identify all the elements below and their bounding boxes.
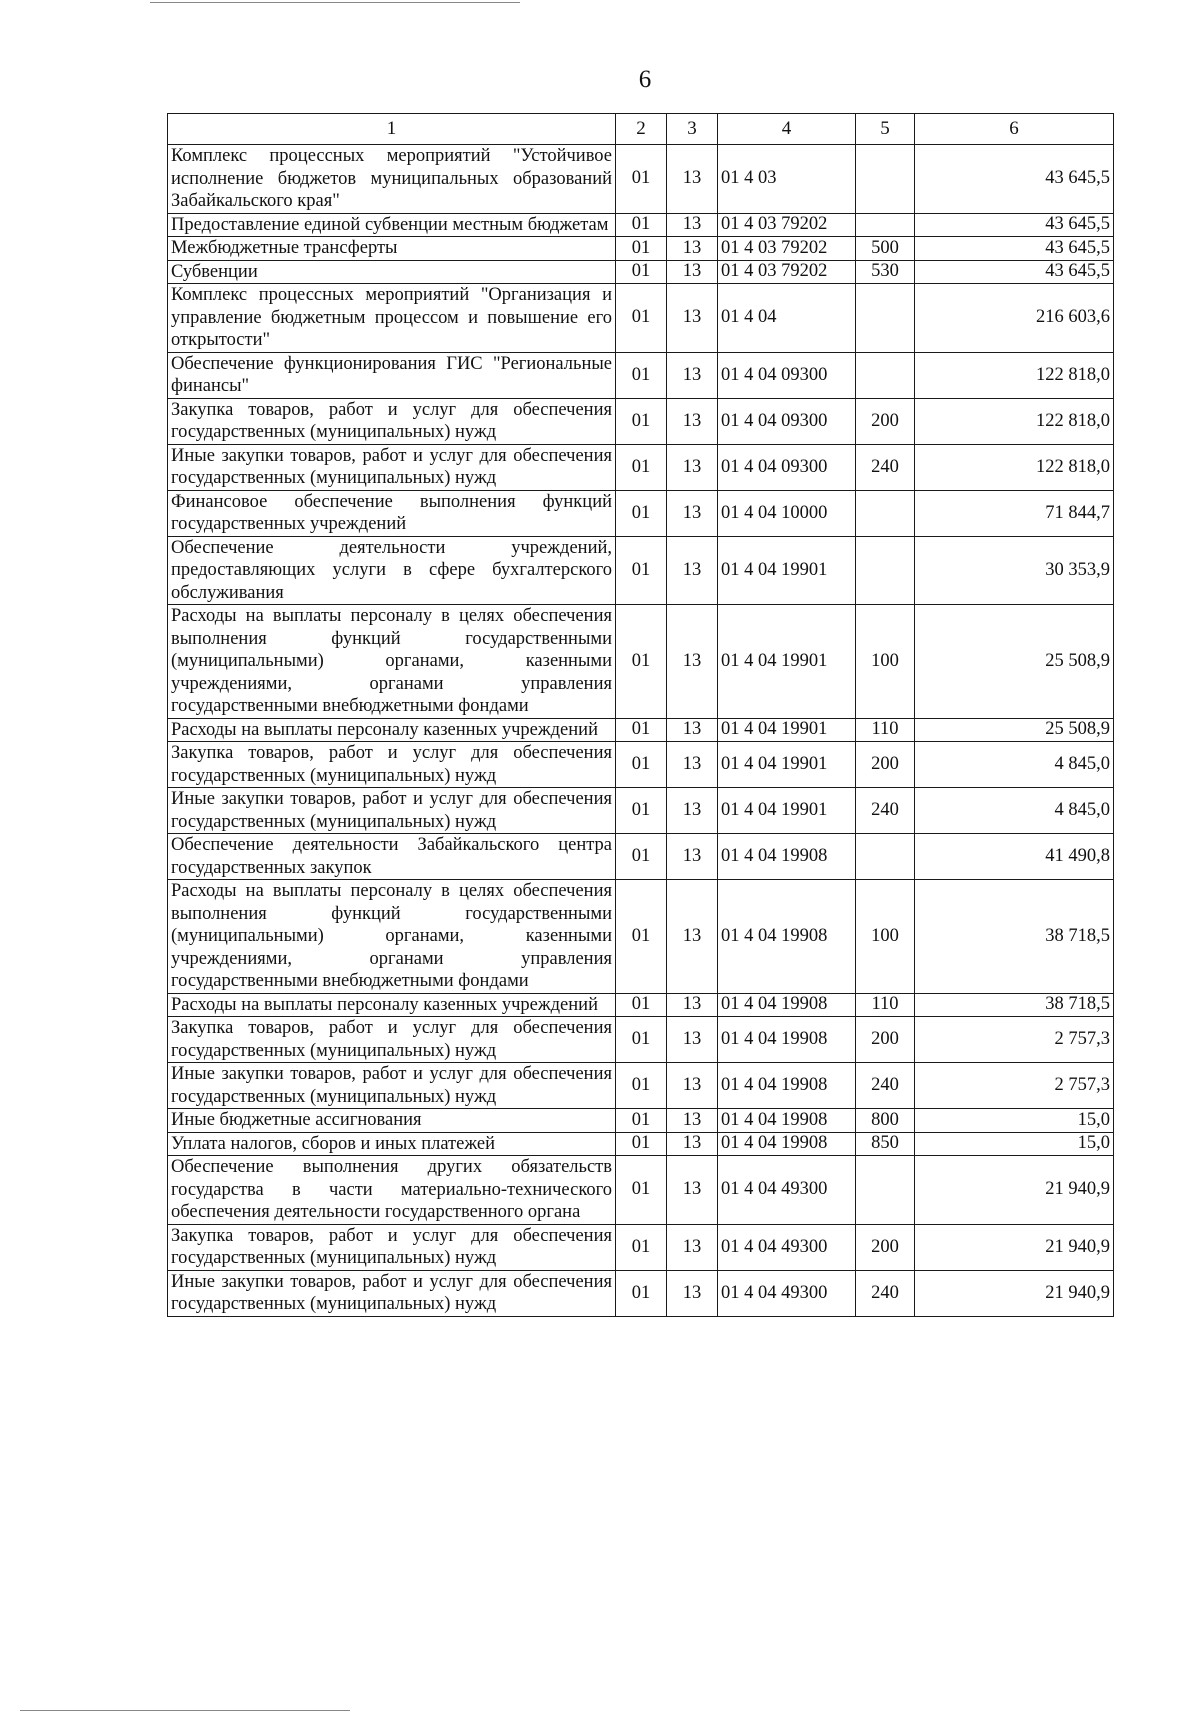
row-expense-type: 100: [856, 605, 915, 719]
row-section: 01: [616, 1156, 667, 1225]
row-expense-type: 850: [856, 1132, 915, 1156]
row-expense-type: 800: [856, 1109, 915, 1133]
table-row: [168, 834, 1114, 880]
row-name: Иные бюджетные ассигнования: [168, 1109, 616, 1133]
row-section: 01: [616, 718, 667, 742]
table-row: [168, 718, 1114, 742]
row-subsection: 13: [667, 742, 718, 788]
row-amount: 43 645,5: [915, 237, 1114, 261]
row-amount: 122 818,0: [915, 352, 1114, 398]
row-target-article: 01 4 04 09300: [718, 398, 856, 444]
header-col-4: 4: [718, 114, 856, 145]
table-row: [168, 145, 1114, 214]
row-target-article: 01 4 03 79202: [718, 237, 856, 261]
row-name: Комплекс процессных мероприятий "Устойчивое исполнение бюджетов муниципальных образований Забайкальского края": [168, 145, 616, 214]
row-section: 01: [616, 237, 667, 261]
row-expense-type: 240: [856, 1270, 915, 1316]
row-expense-type: [856, 536, 915, 605]
row-expense-type: 200: [856, 742, 915, 788]
row-amount: 30 353,9: [915, 536, 1114, 605]
row-name: Закупка товаров, работ и услуг для обеспечения государственных (муниципальных) нужд: [168, 1224, 616, 1270]
row-subsection: 13: [667, 834, 718, 880]
row-target-article: 01 4 04: [718, 284, 856, 353]
row-name: Закупка товаров, работ и услуг для обеспечения государственных (муниципальных) нужд: [168, 1017, 616, 1063]
scan-artifact-bottom: [20, 1710, 350, 1711]
row-target-article: 01 4 04 09300: [718, 352, 856, 398]
row-name: Межбюджетные трансферты: [168, 237, 616, 261]
row-section: 01: [616, 490, 667, 536]
row-expense-type: [856, 284, 915, 353]
row-section: 01: [616, 993, 667, 1017]
row-amount: 71 844,7: [915, 490, 1114, 536]
row-subsection: 13: [667, 536, 718, 605]
row-amount: 38 718,5: [915, 993, 1114, 1017]
row-expense-type: 240: [856, 788, 915, 834]
row-section: 01: [616, 788, 667, 834]
row-section: 01: [616, 1063, 667, 1109]
row-expense-type: 240: [856, 1063, 915, 1109]
row-name: Иные закупки товаров, работ и услуг для обеспечения государственных (муниципальных) нужд: [168, 1063, 616, 1109]
row-section: 01: [616, 880, 667, 994]
row-subsection: 13: [667, 880, 718, 994]
row-target-article: 01 4 04 19901: [718, 788, 856, 834]
row-subsection: 13: [667, 1156, 718, 1225]
table-row: [168, 1109, 1114, 1133]
row-expense-type: [856, 834, 915, 880]
row-target-article: 01 4 03 79202: [718, 260, 856, 284]
row-name: Обеспечение деятельности Забайкальского центра государственных закупок: [168, 834, 616, 880]
row-subsection: 13: [667, 1224, 718, 1270]
row-name: Финансовое обеспечение выполнения функций государственных учреждений: [168, 490, 616, 536]
row-target-article: 01 4 04 19908: [718, 1017, 856, 1063]
row-name: Уплата налогов, сборов и иных платежей: [168, 1132, 616, 1156]
row-subsection: 13: [667, 352, 718, 398]
row-subsection: 13: [667, 1063, 718, 1109]
row-name: Расходы на выплаты персоналу казенных учреждений: [168, 718, 616, 742]
row-expense-type: 200: [856, 1017, 915, 1063]
row-target-article: 01 4 04 19901: [718, 536, 856, 605]
row-target-article: 01 4 04 19908: [718, 1109, 856, 1133]
row-subsection: 13: [667, 490, 718, 536]
row-expense-type: 200: [856, 398, 915, 444]
row-expense-type: [856, 490, 915, 536]
row-name: Иные закупки товаров, работ и услуг для обеспечения государственных (муниципальных) нужд: [168, 788, 616, 834]
table-row: [168, 1063, 1114, 1109]
row-subsection: 13: [667, 237, 718, 261]
table-row: [168, 398, 1114, 444]
row-amount: 43 645,5: [915, 260, 1114, 284]
row-expense-type: [856, 352, 915, 398]
table-row: [168, 213, 1114, 237]
table-row: [168, 352, 1114, 398]
row-section: 01: [616, 352, 667, 398]
row-amount: 41 490,8: [915, 834, 1114, 880]
row-amount: 4 845,0: [915, 742, 1114, 788]
table-row: [168, 1156, 1114, 1225]
row-expense-type: 500: [856, 237, 915, 261]
row-expense-type: 530: [856, 260, 915, 284]
row-name: Расходы на выплаты персоналу в целях обеспечения выполнения функций государственными (муниципальными) органами, казенными учреждениями, органами управления государственными внебюджетными фондами: [168, 605, 616, 719]
row-subsection: 13: [667, 145, 718, 214]
row-amount: 43 645,5: [915, 213, 1114, 237]
row-amount: 38 718,5: [915, 880, 1114, 994]
table-body: [168, 145, 1114, 1317]
row-section: 01: [616, 1270, 667, 1316]
row-subsection: 13: [667, 788, 718, 834]
row-target-article: 01 4 04 10000: [718, 490, 856, 536]
row-amount: 15,0: [915, 1109, 1114, 1133]
row-expense-type: [856, 145, 915, 214]
row-amount: 43 645,5: [915, 145, 1114, 214]
table-row: [168, 605, 1114, 719]
row-name: Субвенции: [168, 260, 616, 284]
row-name: Расходы на выплаты персоналу казенных учреждений: [168, 993, 616, 1017]
row-subsection: 13: [667, 398, 718, 444]
row-expense-type: [856, 1156, 915, 1225]
header-col-1: 1: [168, 114, 616, 145]
row-section: 01: [616, 444, 667, 490]
table-header-row: [168, 114, 1114, 145]
table-row: [168, 490, 1114, 536]
row-amount: 21 940,9: [915, 1224, 1114, 1270]
row-name: Предоставление единой субвенции местным бюджетам: [168, 213, 616, 237]
scan-artifact-top: [150, 2, 520, 3]
table-row: [168, 1224, 1114, 1270]
row-subsection: 13: [667, 1270, 718, 1316]
table-row: [168, 742, 1114, 788]
row-name: Обеспечение деятельности учреждений, предоставляющих услуги в сфере бухгалтерского обслуживания: [168, 536, 616, 605]
row-amount: 122 818,0: [915, 398, 1114, 444]
row-section: 01: [616, 1109, 667, 1133]
row-name: Обеспечение функционирования ГИС "Региональные финансы": [168, 352, 616, 398]
row-section: 01: [616, 398, 667, 444]
row-name: Закупка товаров, работ и услуг для обеспечения государственных (муниципальных) нужд: [168, 398, 616, 444]
row-subsection: 13: [667, 605, 718, 719]
row-target-article: 01 4 04 19908: [718, 834, 856, 880]
header-col-2: 2: [616, 114, 667, 145]
row-amount: 25 508,9: [915, 718, 1114, 742]
row-target-article: 01 4 04 19908: [718, 993, 856, 1017]
row-name: Иные закупки товаров, работ и услуг для обеспечения государственных (муниципальных) нужд: [168, 1270, 616, 1316]
row-target-article: 01 4 04 19901: [718, 742, 856, 788]
row-subsection: 13: [667, 718, 718, 742]
row-section: 01: [616, 536, 667, 605]
row-section: 01: [616, 284, 667, 353]
row-amount: 21 940,9: [915, 1156, 1114, 1225]
row-name: Иные закупки товаров, работ и услуг для обеспечения государственных (муниципальных) нужд: [168, 444, 616, 490]
row-name: Комплекс процессных мероприятий "Организация и управление бюджетным процессом и повышение его открытости": [168, 284, 616, 353]
table-row: [168, 788, 1114, 834]
table-row: [168, 1270, 1114, 1316]
row-amount: 25 508,9: [915, 605, 1114, 719]
row-amount: 2 757,3: [915, 1063, 1114, 1109]
header-col-6: 6: [915, 114, 1114, 145]
row-amount: 4 845,0: [915, 788, 1114, 834]
row-target-article: 01 4 04 49300: [718, 1270, 856, 1316]
row-target-article: 01 4 04 49300: [718, 1156, 856, 1225]
row-subsection: 13: [667, 260, 718, 284]
row-section: 01: [616, 1132, 667, 1156]
row-subsection: 13: [667, 1109, 718, 1133]
row-section: 01: [616, 1017, 667, 1063]
row-section: 01: [616, 1224, 667, 1270]
row-expense-type: 240: [856, 444, 915, 490]
page-number: 6: [638, 66, 652, 93]
row-expense-type: 110: [856, 993, 915, 1017]
header-col-5: 5: [856, 114, 915, 145]
table-row: [168, 237, 1114, 261]
row-subsection: 13: [667, 284, 718, 353]
row-name: Расходы на выплаты персоналу в целях обеспечения выполнения функций государственными (муниципальными) органами, казенными учреждениями, органами управления государственными внебюджетными фондами: [168, 880, 616, 994]
row-subsection: 13: [667, 993, 718, 1017]
table-row: [168, 1017, 1114, 1063]
row-target-article: 01 4 04 19908: [718, 1063, 856, 1109]
row-amount: 2 757,3: [915, 1017, 1114, 1063]
row-target-article: 01 4 04 19901: [718, 718, 856, 742]
row-section: 01: [616, 834, 667, 880]
row-subsection: 13: [667, 444, 718, 490]
row-section: 01: [616, 260, 667, 284]
header-col-3: 3: [667, 114, 718, 145]
row-target-article: 01 4 04 09300: [718, 444, 856, 490]
row-section: 01: [616, 742, 667, 788]
row-target-article: 01 4 04 19901: [718, 605, 856, 719]
row-expense-type: [856, 213, 915, 237]
row-subsection: 13: [667, 1017, 718, 1063]
row-target-article: 01 4 04 49300: [718, 1224, 856, 1270]
table-row: [168, 536, 1114, 605]
row-amount: 15,0: [915, 1132, 1114, 1156]
row-name: Обеспечение выполнения других обязательств государства в части материально-технического обеспечения деятельности государственного органа: [168, 1156, 616, 1225]
row-amount: 21 940,9: [915, 1270, 1114, 1316]
table-row: [168, 284, 1114, 353]
row-target-article: 01 4 04 19908: [718, 880, 856, 994]
row-amount: 122 818,0: [915, 444, 1114, 490]
row-expense-type: 200: [856, 1224, 915, 1270]
row-section: 01: [616, 605, 667, 719]
row-amount: 216 603,6: [915, 284, 1114, 353]
row-target-article: 01 4 03: [718, 145, 856, 214]
table-row: [168, 444, 1114, 490]
row-section: 01: [616, 145, 667, 214]
row-expense-type: 110: [856, 718, 915, 742]
row-section: 01: [616, 213, 667, 237]
table-row: [168, 260, 1114, 284]
row-target-article: 01 4 04 19908: [718, 1132, 856, 1156]
row-expense-type: 100: [856, 880, 915, 994]
table-row: [168, 993, 1114, 1017]
row-name: Закупка товаров, работ и услуг для обеспечения государственных (муниципальных) нужд: [168, 742, 616, 788]
budget-table: [167, 113, 1114, 1317]
table-row: [168, 880, 1114, 994]
row-target-article: 01 4 03 79202: [718, 213, 856, 237]
table-row: [168, 1132, 1114, 1156]
row-subsection: 13: [667, 213, 718, 237]
row-subsection: 13: [667, 1132, 718, 1156]
